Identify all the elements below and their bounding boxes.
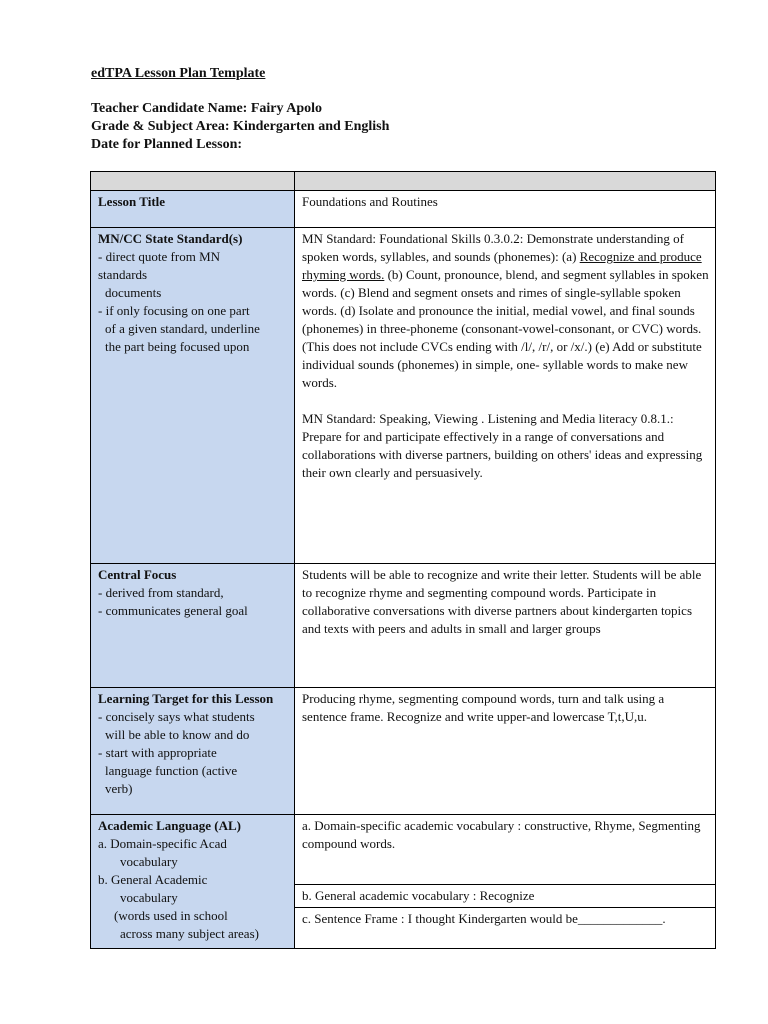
standard-note: - if only focusing on one part: [98, 303, 250, 318]
learning-target-value: Producing rhyme, segmenting compound words, turn and talk using a sentence frame. Recognize and write upper-and lowercase T,t,U,u.: [302, 691, 665, 724]
academic-language-note: vocabulary: [120, 890, 178, 905]
lesson-title-label-cell: [91, 191, 295, 228]
lesson-plan-table: [90, 171, 716, 949]
standard-underlined-part: Recognize and produce rhyming words.: [302, 249, 702, 282]
planned-date: Date for Planned Lesson:: [91, 137, 243, 152]
learning-target-value-cell: [295, 688, 716, 815]
academic-language-note: b. General Academic: [98, 872, 208, 887]
academic-language-b: b. General academic vocabulary : Recognize: [302, 888, 535, 903]
central-focus-value: Students will be able to recognize and write their letter. Students will be able to recognize rhyme and segmenting compound words. Participate in collaborative conversations with diverse partners about kindergarten topics and texts with peers and adults in small and larger groups: [302, 567, 702, 636]
learning-target-note: will be able to know and do: [105, 727, 250, 742]
learning-target-note: language function (active: [105, 763, 238, 778]
document-title: edTPA Lesson Plan Template: [91, 66, 266, 81]
central-focus-label: Central Focus: [98, 567, 177, 582]
standard-text-before: MN Standard: Foundational Skills 0.3.0.2: Demonstrate understanding of spoken words, syllables, and sounds (phonemes): (a): [302, 231, 685, 264]
standard-note: - direct quote from MN: [98, 249, 221, 264]
grade-subject: Grade & Subject Area: Kindergarten and English: [91, 119, 390, 134]
academic-language-note: vocabulary: [120, 854, 178, 869]
table-row-central-focus: [91, 564, 716, 688]
academic-language-c-cell: [295, 908, 716, 949]
academic-language-b-cell: [295, 885, 716, 908]
academic-language-label: Academic Language (AL): [98, 818, 241, 833]
learning-target-label: Learning Target for this Lesson: [98, 691, 274, 706]
standard-label-cell: [91, 228, 295, 564]
standard-value-cell: [295, 228, 716, 564]
standard-label: MN/CC State Standard(s): [98, 231, 243, 246]
table-row-standard: [91, 228, 716, 564]
learning-target-note: - concisely says what students: [98, 709, 255, 724]
standard-note: standards: [98, 267, 148, 282]
academic-language-a: a. Domain-specific academic vocabulary : constructive, Rhyme, Segmenting compound words.: [302, 818, 701, 851]
central-focus-note: - communicates general goal: [98, 603, 248, 618]
header-cell-right: [295, 172, 716, 191]
central-focus-note: - derived from standard,: [98, 585, 224, 600]
lesson-meta: [91, 100, 389, 154]
academic-language-note: across many subject areas): [120, 926, 259, 941]
central-focus-value-cell: [295, 564, 716, 688]
academic-language-note: a. Domain-specific Acad: [98, 836, 227, 851]
table-row-lesson-title: [91, 191, 716, 228]
academic-language-c: c. Sentence Frame : I thought Kindergarten would be_____________.: [302, 911, 666, 926]
learning-target-note: - start with appropriate: [98, 745, 217, 760]
standard-paragraph-2: MN Standard: Speaking, Viewing . Listening and Media literacy 0.8.1.: Prepare for and participate effectively in a range of conversations and collaborations with diverse partners, building on others' ideas and expressing their own clearly and persuasively.: [302, 411, 703, 480]
academic-language-label-cell: [91, 815, 295, 949]
standard-note: the part being focused upon: [105, 339, 250, 354]
learning-target-label-cell: [91, 688, 295, 815]
standard-note: documents: [105, 285, 162, 300]
candidate-name: Teacher Candidate Name: Fairy Apolo: [91, 101, 322, 116]
academic-language-note: (words used in school: [114, 908, 228, 923]
lesson-title-value-cell: [295, 191, 716, 228]
header-cell-left: [91, 172, 295, 191]
learning-target-note: verb): [105, 781, 133, 796]
table-header-row: [91, 172, 716, 191]
academic-language-a-cell: [295, 815, 716, 885]
table-row-academic-language-a: [91, 815, 716, 885]
lesson-title-label: Lesson Title: [98, 194, 166, 209]
standard-paragraph-1: [302, 230, 709, 392]
table-row-learning-target: [91, 688, 716, 815]
standard-text-after: (b) Count, pronounce, blend, and segment syllables in spoken words. (c) Blend and segment onsets and rimes of single-syllable spoken words. (d) Isolate and pronounce the initial, medial vowel, and final sounds (phonemes) in three-phoneme (consonant-vowel-consonant, or CVC) words. (This does not include CVCs ending with /l/, /r/, or /x/.) (e) Add or substitute individual sounds (phonemes) in simple, one- syllable words to make new words.: [302, 267, 709, 390]
lesson-title-value: Foundations and Routines: [302, 194, 438, 209]
central-focus-label-cell: [91, 564, 295, 688]
standard-note: of a given standard, underline: [105, 321, 260, 336]
